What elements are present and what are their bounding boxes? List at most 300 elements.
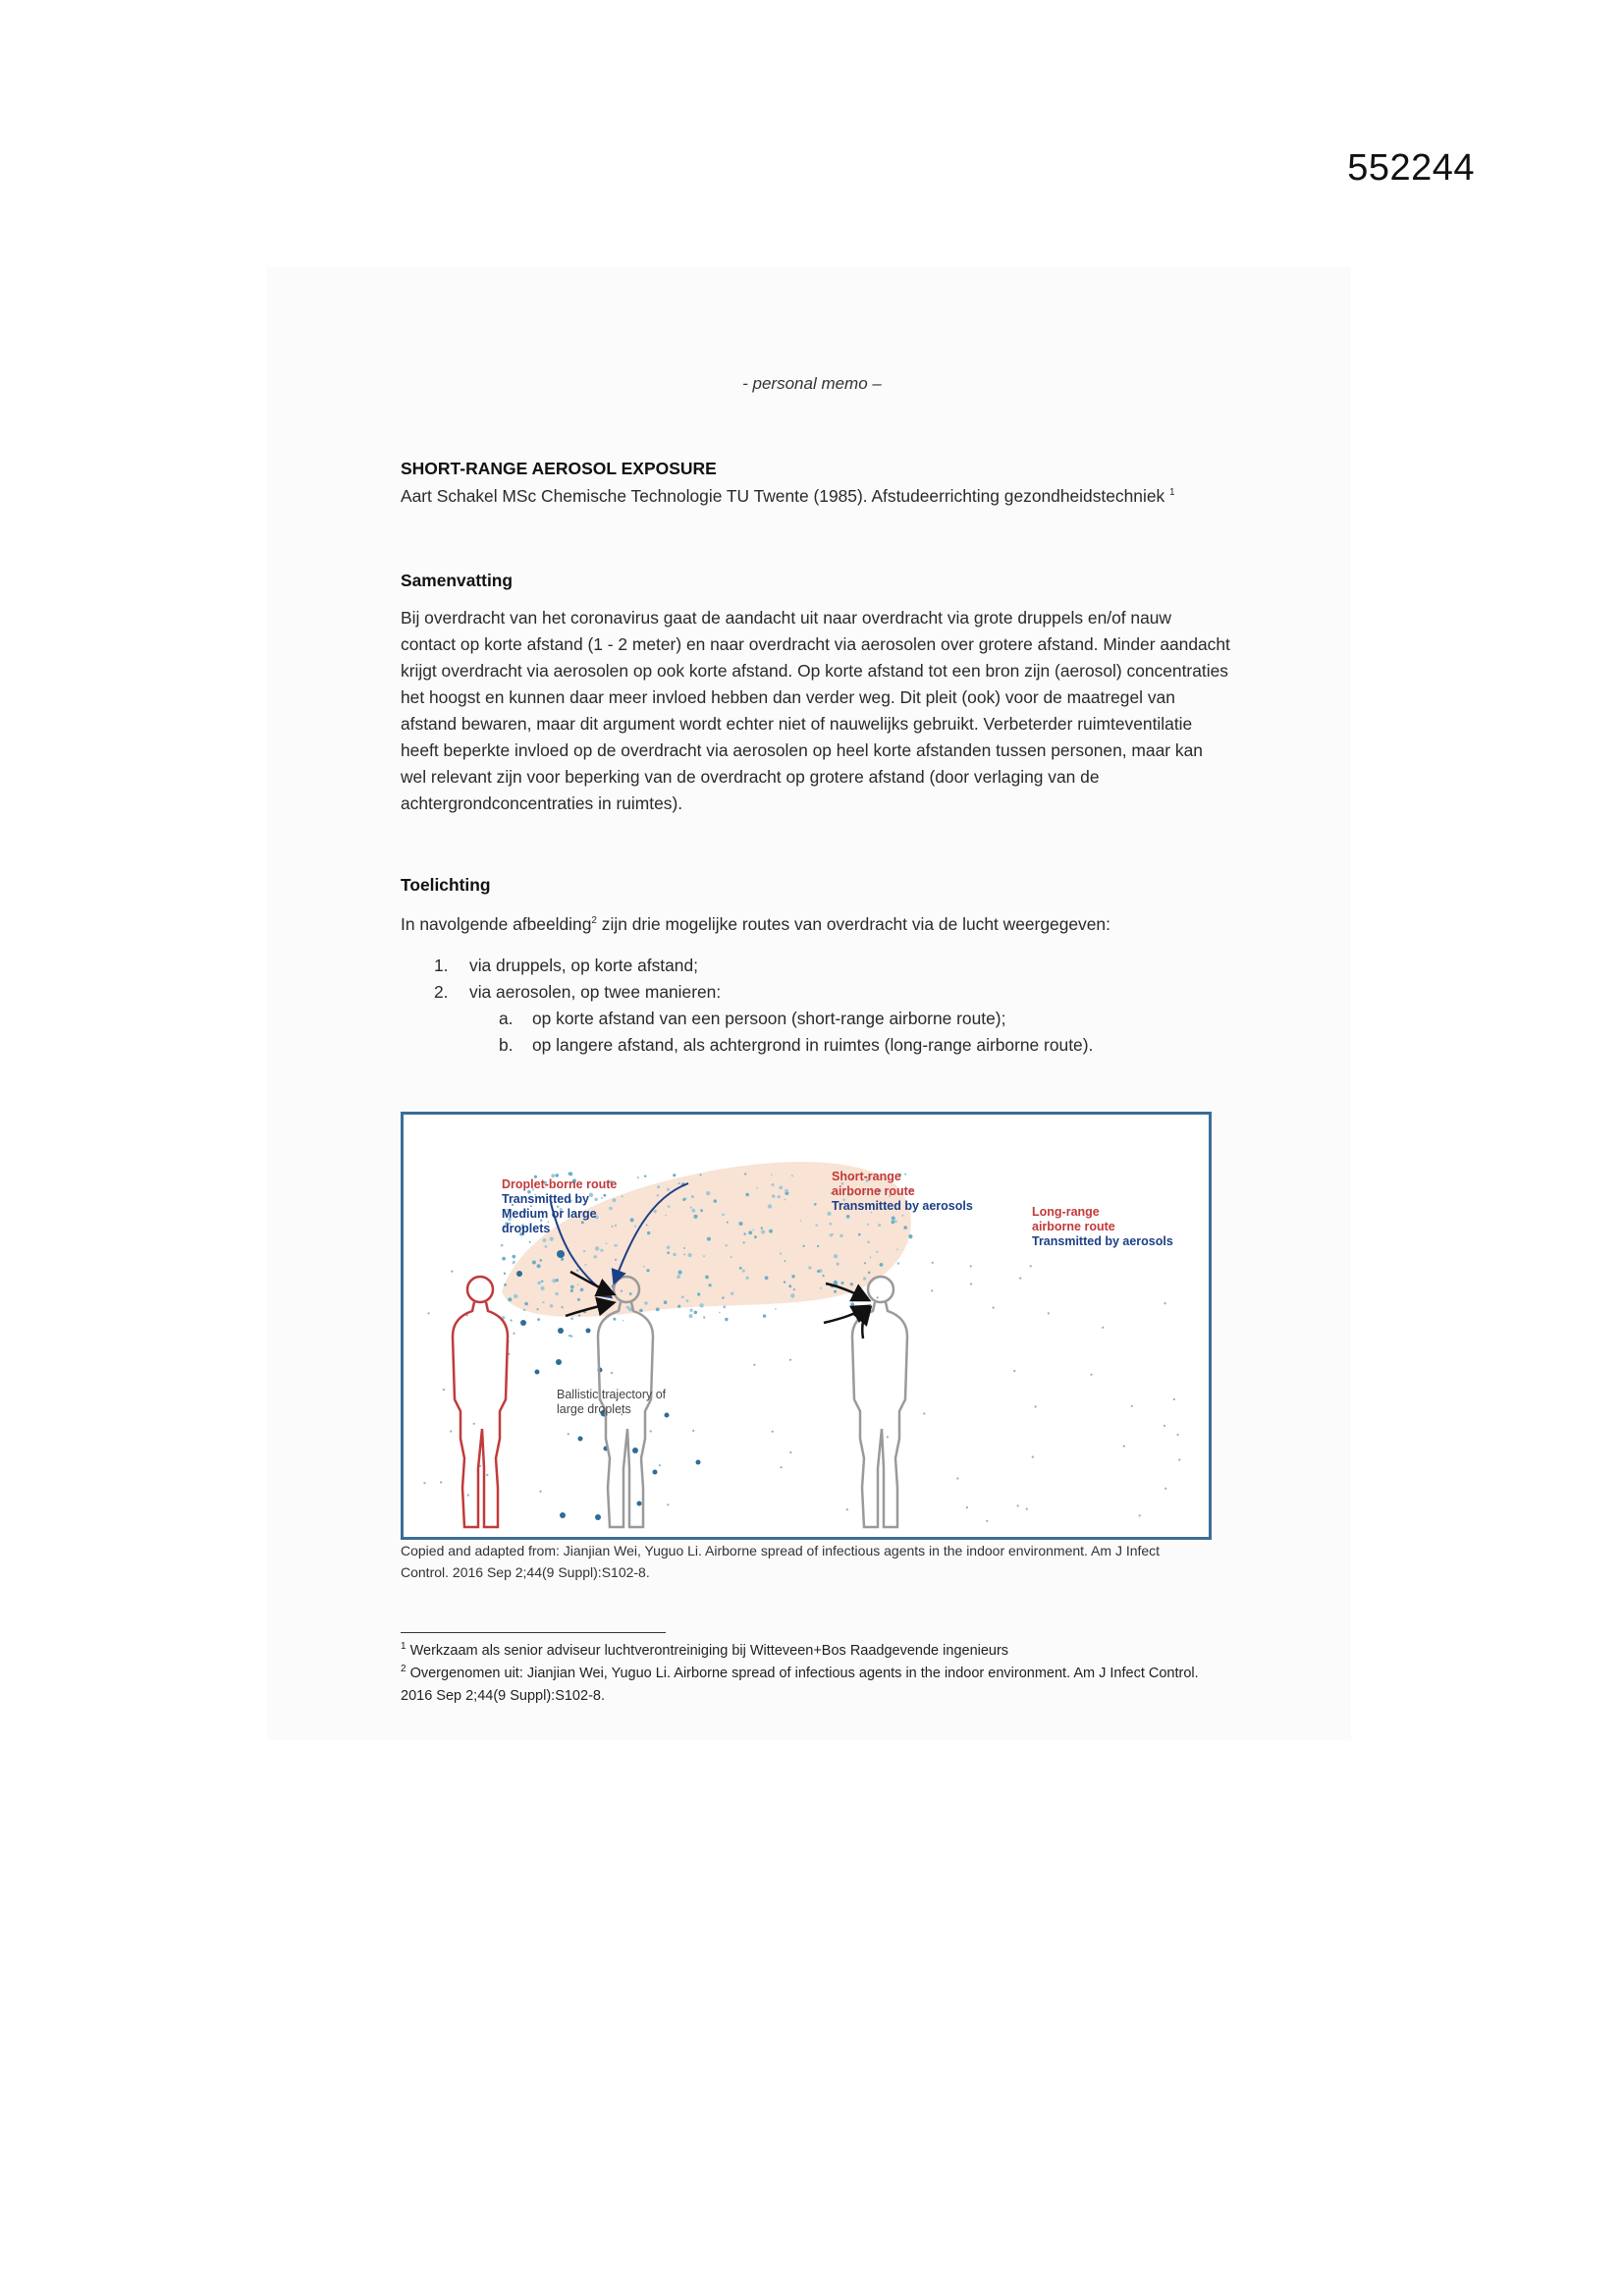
aerosol-dot — [678, 1271, 682, 1275]
background-dot — [966, 1506, 968, 1508]
large-droplet — [516, 1271, 522, 1277]
aerosol-dot — [754, 1235, 757, 1238]
aerosol-dot — [537, 1264, 541, 1268]
long-range-title-2: airborne route — [1032, 1220, 1115, 1233]
list-text: via aerosolen, op twee manieren: — [469, 982, 722, 1002]
footnote-text: Werkzaam als senior adviseur luchtverontreiniging bij Witteveen+Bos Raadgevende ingenieurs — [409, 1643, 1009, 1659]
aerosol-dot — [850, 1302, 854, 1306]
aerosol-dot — [863, 1277, 866, 1280]
aerosol-dot — [791, 1175, 793, 1176]
aerosol-dot — [664, 1300, 668, 1304]
aerosol-dot — [673, 1174, 676, 1176]
aerosol-dot — [514, 1294, 517, 1298]
aerosol-dot — [630, 1218, 634, 1222]
aerosol-dot — [537, 1282, 541, 1285]
aerosol-dot — [556, 1279, 559, 1282]
background-dot — [753, 1364, 755, 1366]
droplet-route-desc-3: droplets — [502, 1222, 551, 1235]
aerosol-dot — [694, 1311, 698, 1315]
ballistic-label-2: large droplets — [557, 1402, 631, 1416]
aerosol-dot — [761, 1227, 763, 1229]
footnote-divider — [401, 1632, 666, 1633]
aerosol-dot — [615, 1225, 617, 1227]
aerosol-dot — [761, 1230, 765, 1234]
large-droplet — [557, 1250, 565, 1258]
aerosol-dot — [768, 1204, 772, 1208]
aerosol-dot — [529, 1241, 531, 1243]
aerosol-dot — [785, 1260, 786, 1262]
aerosol-dot — [746, 1277, 749, 1280]
aerosol-dot — [901, 1215, 903, 1217]
background-dot — [423, 1482, 425, 1484]
short-range-desc: Transmitted by aerosols — [832, 1199, 973, 1213]
background-dot — [1030, 1265, 1032, 1267]
background-dot — [1048, 1312, 1050, 1314]
aerosol-dot — [643, 1266, 645, 1268]
aerosol-dot — [613, 1318, 616, 1321]
large-droplet — [560, 1512, 566, 1518]
aerosol-dot — [589, 1193, 593, 1197]
explanation-heading: Toelichting — [401, 875, 491, 895]
aerosol-dot — [540, 1259, 543, 1262]
aerosol-dot — [785, 1189, 788, 1193]
aerosol-dot — [657, 1185, 660, 1188]
aerosol-dot — [867, 1241, 870, 1244]
footnote-mark: 2 — [401, 1664, 406, 1675]
background-dot — [789, 1451, 791, 1453]
aerosol-dot — [908, 1234, 912, 1238]
aerosol-dot — [700, 1209, 703, 1212]
aerosol-dot — [555, 1292, 558, 1295]
aerosol-dot — [691, 1209, 695, 1213]
aerosol-dot — [896, 1248, 898, 1250]
background-dot — [1019, 1278, 1021, 1280]
aerosol-dot — [688, 1253, 692, 1257]
aerosol-dot — [778, 1195, 781, 1198]
aerosol-dot — [834, 1281, 838, 1285]
list-item — [434, 979, 1093, 1006]
footnote-text: Overgenomen uit: Jianjian Wei, Yuguo Li. Airborne spread of infectious agents in the indoor environment. Am J Infect Control. 2016 Sep 2;44(9 Suppl):S102-8. — [401, 1666, 1199, 1704]
aerosol-dot — [780, 1252, 782, 1254]
background-dot — [1026, 1508, 1028, 1510]
aerosol-dot — [622, 1195, 623, 1197]
large-droplet — [520, 1320, 526, 1326]
background-dot — [443, 1389, 445, 1391]
aerosol-dot — [585, 1264, 587, 1266]
aerosol-dot — [609, 1207, 613, 1211]
background-dot — [1123, 1446, 1125, 1448]
background-dot — [986, 1520, 988, 1522]
background-dot — [450, 1430, 452, 1432]
sublist-letter: a. — [499, 1009, 514, 1028]
aerosol-dot — [550, 1237, 554, 1241]
background-dot — [1102, 1327, 1104, 1329]
aerosol-dot — [697, 1292, 700, 1295]
aerosol-dot — [594, 1255, 597, 1258]
aerosol-dot — [667, 1246, 670, 1249]
aerosol-dot — [784, 1281, 785, 1283]
aerosol-dot — [693, 1215, 697, 1219]
background-dot — [1032, 1456, 1034, 1458]
aerosol-dot — [504, 1284, 507, 1286]
background-dot — [772, 1431, 774, 1433]
aerosol-dot — [800, 1220, 802, 1222]
aerosol-dot — [867, 1224, 869, 1226]
background-dot — [956, 1477, 958, 1479]
aerosol-dot — [570, 1289, 573, 1292]
aerosol-dot — [823, 1275, 825, 1277]
aerosol-dot — [739, 1267, 742, 1270]
background-dot — [659, 1464, 661, 1466]
aerosol-dot — [791, 1275, 794, 1278]
aerosol-dot — [673, 1253, 676, 1256]
background-dot — [486, 1474, 488, 1476]
aerosol-dot — [850, 1283, 853, 1285]
aerosol-dot — [771, 1174, 773, 1175]
background-dot — [570, 1336, 572, 1338]
aerosol-dot — [504, 1273, 506, 1275]
aerosol-dot — [677, 1305, 680, 1308]
large-droplet — [665, 1413, 670, 1418]
background-dot — [923, 1412, 925, 1414]
aerosol-dot — [668, 1205, 671, 1208]
aerosol-dot — [870, 1256, 872, 1258]
background-dot — [1164, 1302, 1166, 1304]
aerosol-dot — [743, 1241, 745, 1243]
droplet-route-title: Droplet-borne route — [502, 1177, 618, 1191]
aerosol-dot — [846, 1215, 850, 1219]
aerosol-dot — [550, 1304, 553, 1307]
intro-text-start: In navolgende afbeelding — [401, 914, 592, 934]
large-droplet — [556, 1359, 562, 1365]
intro-text-end: zijn drie mogelijke routes van overdracht via de lucht weergegeven: — [596, 914, 1110, 934]
background-dot — [970, 1283, 972, 1285]
background-dot — [451, 1271, 453, 1273]
background-dot — [440, 1481, 442, 1483]
aerosol-dot — [691, 1195, 694, 1198]
aerosol-dot — [552, 1279, 556, 1283]
background-dot — [877, 1296, 879, 1298]
aerosol-dot — [637, 1176, 639, 1178]
background-dot — [793, 1288, 795, 1290]
routes-list — [434, 953, 1093, 1059]
background-dot — [523, 1309, 525, 1311]
aerosol-dot — [603, 1284, 605, 1285]
transmission-routes-figure — [401, 1112, 1212, 1540]
aerosol-dot — [577, 1298, 580, 1301]
long-range-person-outline — [852, 1277, 907, 1527]
aerosol-dot — [726, 1244, 728, 1246]
aerosol-dot — [678, 1182, 680, 1184]
large-droplet — [637, 1502, 642, 1506]
sublist-text: op korte afstand van een persoon (short-range airborne route); — [532, 1009, 1006, 1028]
memo-label: - personal memo – — [742, 374, 882, 393]
background-dot — [970, 1265, 972, 1267]
aerosol-dot — [714, 1199, 717, 1202]
aerosol-dot — [606, 1242, 608, 1244]
large-droplet — [653, 1470, 658, 1475]
summary-paragraph: Bij overdracht van het coronavirus gaat de aandacht uit naar overdracht via grote druppels en/of nauw contact op korte afstand (1 - 2 meter) en naar overdracht via aerosolen over grotere afstand. Minder aandacht krijgt overdracht via aerosolen op ook korte afstand. Op korte afstand tot een bron zijn (aerosol) concentraties het hoogst en kunnen daar meer invloed hebben dan verder weg. Dit pleit (ook) voor de maatregel van afstand bewaren, maar dit argument wordt echter niet of nauwelijks gebruikt. Verbeterder ruimteventilatie heeft beperkte invloed op de overdracht via aerosolen op heel korte afstanden tussen personen, maar kan wel relevant zijn voor beperking van de overdracht op grotere afstand (door verlaging van de achtergrondconcentraties in ruimtes). — [401, 608, 1230, 813]
aerosol-dot — [545, 1245, 548, 1248]
sublist-letter: b. — [499, 1035, 514, 1055]
aerosol-dot — [864, 1262, 866, 1264]
background-dot — [539, 1491, 541, 1493]
aerosol-dot — [600, 1312, 602, 1314]
aerosol-dot — [613, 1198, 617, 1202]
aerosol-dot — [788, 1285, 791, 1287]
aerosol-dot — [834, 1254, 838, 1258]
aerosol-dot — [537, 1318, 540, 1321]
background-dot — [467, 1494, 469, 1496]
aerosol-dot — [667, 1188, 670, 1191]
background-dot — [1178, 1458, 1180, 1460]
background-dot — [611, 1372, 613, 1374]
list-number: 2. — [434, 982, 449, 1002]
aerosol-dot — [775, 1308, 777, 1310]
aerosol-dot — [524, 1302, 528, 1306]
sublist-item — [434, 1032, 1093, 1059]
background-dot — [621, 1290, 623, 1292]
aerosol-dot — [656, 1308, 660, 1312]
aerosol-dot — [634, 1226, 636, 1228]
aerosol-dot — [603, 1194, 606, 1197]
background-dot — [931, 1289, 933, 1291]
aerosol-dot — [699, 1303, 703, 1307]
aerosol-dot — [903, 1226, 907, 1230]
aerosol-dot — [689, 1314, 693, 1318]
document-id: 552244 — [1347, 147, 1475, 189]
aerosol-dot — [570, 1317, 573, 1320]
aerosol-dot — [561, 1258, 564, 1261]
aerosol-dot — [709, 1284, 712, 1286]
aerosol-dot — [837, 1263, 839, 1266]
aerosol-dot — [765, 1276, 769, 1280]
background-dot — [1013, 1370, 1015, 1372]
footnote-2 — [401, 1663, 1230, 1708]
aerosol-dot — [513, 1255, 516, 1259]
aerosol-dot — [814, 1203, 817, 1206]
aerosol-dot — [570, 1285, 574, 1289]
aerosol-dot — [744, 1173, 746, 1175]
background-dot — [1131, 1405, 1133, 1407]
long-range-title-1: Long-range — [1032, 1205, 1100, 1219]
aerosol-dot — [595, 1198, 598, 1201]
aerosol-dot — [580, 1288, 584, 1292]
aerosol-dot — [501, 1244, 504, 1247]
intro-paragraph — [401, 911, 1230, 938]
large-droplet — [558, 1328, 564, 1334]
aerosol-dot — [578, 1314, 580, 1316]
aerosol-dot — [677, 1275, 680, 1279]
background-dot — [1139, 1514, 1141, 1516]
aerosol-dot — [667, 1251, 670, 1254]
background-dot — [568, 1433, 569, 1435]
list-text: via druppels, op korte afstand; — [469, 956, 698, 975]
aerosol-dot — [725, 1318, 728, 1321]
long-range-arrow-2 — [824, 1307, 867, 1323]
aerosol-dot — [646, 1269, 649, 1272]
aerosol-dot — [577, 1284, 579, 1285]
sublist-text: op langere afstand, als achtergrond in ruimtes (long-range airborne route). — [532, 1035, 1094, 1055]
aerosol-dot — [595, 1246, 599, 1250]
aerosol-dot — [808, 1266, 811, 1269]
aerosol-dot — [876, 1251, 878, 1253]
footnote-ref-1: 1 — [1169, 487, 1175, 499]
aerosol-dot — [683, 1247, 685, 1249]
aerosol-dot — [646, 1225, 648, 1227]
background-dot — [1173, 1398, 1175, 1400]
author-text: Aart Schakel MSc Chemische Technologie TU Twente (1985). Afstudeerrichting gezondheidstechniek — [401, 486, 1165, 506]
background-dot — [846, 1508, 848, 1510]
droplet-route-desc-2: Medium or large — [502, 1207, 597, 1221]
large-droplet — [578, 1437, 583, 1442]
aerosol-dot — [756, 1187, 758, 1189]
author-line — [401, 483, 1230, 510]
aerosol-dot — [722, 1214, 725, 1217]
aerosol-dot — [682, 1198, 685, 1201]
aerosol-dot — [772, 1183, 775, 1186]
aerosol-dot — [644, 1301, 648, 1305]
aerosol-dot — [532, 1261, 536, 1265]
aerosol-dot — [706, 1191, 710, 1195]
droplet-route-desc-1: Transmitted by — [502, 1192, 589, 1206]
background-dot — [1017, 1504, 1019, 1506]
aerosol-dot — [629, 1292, 632, 1295]
aerosol-dot — [731, 1256, 732, 1258]
aerosol-dot — [541, 1281, 543, 1283]
aerosol-dot — [723, 1305, 726, 1308]
list-item — [434, 953, 1093, 979]
aerosol-dot — [785, 1199, 786, 1201]
background-dot — [932, 1262, 934, 1264]
list-number: 1. — [434, 956, 449, 975]
sublist-item — [434, 1006, 1093, 1032]
large-droplet — [595, 1514, 601, 1520]
aerosol-dot — [739, 1222, 743, 1226]
aerosol-dot — [894, 1220, 897, 1223]
large-droplet — [632, 1448, 638, 1453]
background-dot — [887, 1436, 889, 1438]
aerosol-dot — [868, 1272, 871, 1275]
aerosol-dot — [742, 1270, 745, 1273]
background-dot — [1164, 1425, 1165, 1427]
aerosol-dot — [830, 1233, 833, 1236]
figure-caption: Copied and adapted from: Jianjian Wei, Yuguo Li. Airborne spread of infectious agents in the indoor environment. Am J Infect Control. 2016 Sep 2;44(9 Suppl):S102-8. — [401, 1543, 1161, 1580]
aerosol-dot — [543, 1238, 547, 1242]
aerosol-dot — [834, 1290, 837, 1293]
short-range-title-2: airborne route — [832, 1184, 915, 1198]
aerosol-dot — [839, 1234, 842, 1237]
footnote-mark: 1 — [401, 1641, 406, 1653]
aerosol-dot — [817, 1270, 820, 1273]
aerosol-dot — [892, 1217, 895, 1221]
background-dot — [511, 1319, 513, 1321]
aerosol-dot — [880, 1263, 884, 1267]
background-dot — [993, 1307, 995, 1309]
aerosol-dot — [727, 1222, 729, 1224]
aerosol-dot — [639, 1309, 643, 1313]
aerosol-dot — [841, 1282, 844, 1285]
aerosol-dot — [731, 1292, 733, 1295]
background-dot — [428, 1312, 430, 1314]
aerosol-dot — [690, 1206, 692, 1208]
background-dot — [473, 1423, 475, 1425]
background-dot — [513, 1333, 514, 1335]
aerosol-dot — [689, 1309, 692, 1312]
aerosol-dot — [752, 1230, 754, 1231]
background-dot — [562, 1306, 564, 1308]
aerosol-dot — [612, 1226, 614, 1228]
short-range-title-1: Short-range — [832, 1170, 901, 1183]
aerosol-dot — [719, 1312, 721, 1314]
large-droplet — [535, 1370, 540, 1375]
document-title: SHORT-RANGE AEROSOL EXPOSURE — [401, 459, 717, 478]
aerosol-dot — [743, 1232, 745, 1234]
aerosol-dot — [827, 1212, 831, 1216]
aerosol-dot — [576, 1270, 578, 1272]
aerosol-dot — [615, 1259, 617, 1261]
background-dot — [1090, 1374, 1092, 1376]
aerosol-dot — [644, 1175, 646, 1177]
aerosol-dot — [623, 1320, 624, 1322]
aerosol-dot — [703, 1255, 705, 1257]
large-droplet — [696, 1460, 701, 1465]
aerosol-dot — [542, 1301, 544, 1303]
aerosol-dot — [722, 1296, 724, 1298]
footnote-1 — [401, 1640, 1230, 1663]
aerosol-dot — [614, 1244, 617, 1247]
aerosol-dot — [830, 1223, 833, 1226]
aerosol-dot — [654, 1210, 657, 1213]
aerosol-dot — [779, 1186, 783, 1190]
aerosol-dot — [897, 1262, 900, 1265]
footnote-ref-2: 2 — [591, 915, 597, 927]
aerosol-dot — [686, 1299, 689, 1302]
aerosol-dot — [700, 1174, 702, 1175]
background-dot — [1177, 1434, 1179, 1436]
long-range-desc: Transmitted by aerosols — [1032, 1234, 1173, 1248]
aerosol-dot — [665, 1215, 667, 1217]
aerosol-dot — [683, 1254, 685, 1256]
aerosol-dot — [513, 1262, 514, 1264]
aerosol-dot — [748, 1230, 752, 1234]
background-dot — [667, 1503, 669, 1505]
aerosol-dot — [858, 1233, 861, 1236]
aerosol-dot — [541, 1286, 545, 1290]
ballistic-label-1: Ballistic trajectory of — [557, 1388, 667, 1401]
background-dot — [1035, 1405, 1037, 1407]
aerosol-dot — [583, 1250, 585, 1252]
aerosol-dot — [681, 1295, 684, 1298]
aerosol-dot — [790, 1293, 794, 1297]
background-dot — [781, 1466, 783, 1468]
background-dot — [650, 1430, 652, 1432]
aerosol-dot — [878, 1224, 881, 1227]
aerosol-dot — [772, 1194, 775, 1197]
aerosol-dot — [600, 1249, 603, 1252]
aerosol-dot — [596, 1295, 598, 1297]
source-person-outline — [453, 1277, 508, 1527]
aerosol-dot — [817, 1245, 819, 1247]
aerosol-dot — [568, 1172, 572, 1175]
background-dot — [703, 1316, 705, 1318]
aerosol-dot — [769, 1230, 773, 1233]
aerosol-dot — [892, 1221, 895, 1225]
aerosol-dot — [705, 1276, 709, 1280]
aerosol-dot — [745, 1193, 749, 1197]
aerosol-dot — [707, 1237, 711, 1241]
aerosol-dot — [502, 1257, 506, 1261]
